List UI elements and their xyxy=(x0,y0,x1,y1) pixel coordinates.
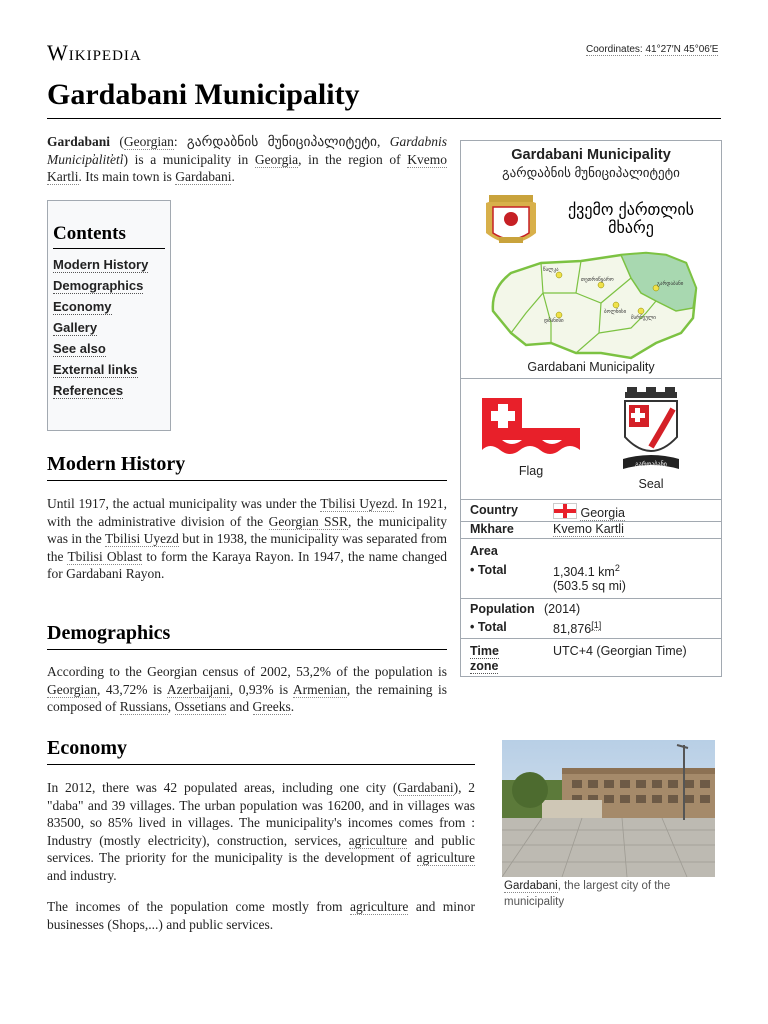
map-banner-line2: მხარე xyxy=(608,218,654,237)
georgian-people-link[interactable]: Georgian xyxy=(47,681,97,697)
population-ref-link[interactable]: [1] xyxy=(591,620,602,630)
intro-text-4: . xyxy=(231,169,235,184)
history-paragraph: Until 1917, the actual municipality was under the Tbilisi Uyezd. In 1921, with the administrative division of the Georgian SSR, the municipality was in the Tbilisi Uyezd but in 1938, the municipality was separated from the Tbilisi Oblast to form the Karaya Rayon. In 1947, the name changed for Gardabani Rayon. xyxy=(47,496,448,581)
gardabani-city-link[interactable]: Gardabani xyxy=(397,780,454,795)
mkhare-label: Mkhare xyxy=(470,522,514,536)
azerbaijani-link[interactable]: Azerbaijani xyxy=(166,681,230,697)
timezone-label: Time zone xyxy=(470,644,499,673)
economy-paragraph-2: The incomes of the population come mostly from agriculture and minor businesses (Shops,...) and public services. xyxy=(47,899,475,932)
infobox-separator xyxy=(461,499,721,500)
georgian-ssr-link[interactable]: Georgian SSR xyxy=(268,513,349,529)
intro-text-3: . Its main town is xyxy=(78,169,172,184)
photo-caption: Gardabani, the largest city of the municipality xyxy=(504,880,671,908)
section-heading-economy: Economy xyxy=(47,737,127,759)
table-of-contents xyxy=(47,200,171,431)
wikipedia-wordmark[interactable]: Wikipedia xyxy=(47,40,142,65)
map-caption: Gardabani Municipality xyxy=(527,360,655,374)
section-divider xyxy=(47,764,475,765)
municipality-seal[interactable] xyxy=(621,387,681,475)
coordinates-label: Coordinates xyxy=(586,44,640,55)
map-place-label: თეთრიწყარო xyxy=(581,277,614,283)
title-divider xyxy=(47,118,721,119)
ossetians-link[interactable]: Ossetians xyxy=(174,699,227,714)
toc-item-see-also[interactable]: See also xyxy=(53,341,106,356)
armenian-link[interactable]: Armenian xyxy=(292,681,347,697)
population-total-label: • Total xyxy=(470,620,507,634)
population-value: 81,876[1] xyxy=(553,620,602,637)
georgian-language-link[interactable]: Georgian xyxy=(123,134,174,149)
region-map[interactable] xyxy=(481,193,703,371)
infobox-title: Gardabani Municipality xyxy=(511,147,671,163)
seal-text: გარდაბანი xyxy=(635,461,667,468)
infobox-separator xyxy=(461,638,721,639)
map-banner-line1: ქვემო ქართლის xyxy=(567,200,695,219)
georgia-flag-icon xyxy=(553,503,577,519)
intro-text-1: is a municipality in xyxy=(134,151,249,167)
tbilisi-uyezd-link-2[interactable]: Tbilisi Uyezd xyxy=(104,531,179,546)
demographics-paragraph: According to the Georgian census of 2002, 53,2% of the population is Georgian, 43,72% is Azerbaijani, 0,93% is Armenian, the remaining is composed of Russians, Ossetians and Greeks. xyxy=(47,664,448,714)
toc-item-references[interactable]: References xyxy=(53,383,124,398)
toc-item-economy[interactable]: Economy xyxy=(53,299,112,314)
agriculture-link-2[interactable]: agriculture xyxy=(416,850,475,865)
mkhare-value[interactable]: Kvemo Kartli xyxy=(553,522,624,536)
seal-caption: Seal xyxy=(638,477,664,491)
page-title: Gardabani Municipality xyxy=(47,78,360,111)
map-place-label: წალკა xyxy=(543,267,559,273)
map-place-label: დმანისი xyxy=(544,318,564,324)
map-place-label: ბოლნისი xyxy=(604,309,627,315)
intro-bold-name: Gardabani xyxy=(47,134,111,149)
greeks-link[interactable]: Greeks xyxy=(252,699,291,714)
toc-item-gallery[interactable]: Gallery xyxy=(53,320,98,335)
timezone-value: UTC+4 (Georgian Time) xyxy=(553,644,687,658)
municipality-flag[interactable] xyxy=(482,398,580,462)
photo-caption-link[interactable]: Gardabani xyxy=(504,880,558,892)
population-year: (2014) xyxy=(544,602,581,616)
tbilisi-oblast-link[interactable]: Tbilisi Oblast xyxy=(67,548,143,564)
section-heading-modern-history: Modern History xyxy=(47,453,186,475)
flag-caption: Flag xyxy=(518,464,544,478)
coordinates: Coordinates: 41°27′N 45°06′E xyxy=(586,44,719,55)
infobox xyxy=(460,140,722,677)
kvemo-kartli-link[interactable]: Kvemo Kartli xyxy=(47,151,448,184)
population-label: Population xyxy=(470,602,535,616)
country-label: Country xyxy=(470,503,518,517)
toc-item-modern-history[interactable]: Modern History xyxy=(53,257,149,272)
economy-paragraph-1: In 2012, there was 42 populated areas, including one city (Gardabani), 2 "daba" and 39 villages. The urban population was 16200, and in villages was 83500, so 85% lived in villages. The municipality's incomes comes from : Industry (mostly electricity), construction, services, agriculture and public services. The priority for the municipality is the development of agriculture and industry. xyxy=(47,780,476,883)
country-value[interactable]: Georgia xyxy=(553,503,625,520)
toc-item-demographics[interactable]: Demographics xyxy=(53,278,144,293)
transliteration: Gardabnis Municip̕alit̕et̕i xyxy=(47,134,447,167)
section-heading-demographics: Demographics xyxy=(47,622,171,644)
russians-link[interactable]: Russians xyxy=(119,699,168,714)
intro-text-2: , in the region of xyxy=(298,151,401,167)
infobox-title-georgian: გარდაბნის მუნიციპალიტეტი xyxy=(502,165,680,180)
toc-title: Contents xyxy=(53,223,165,249)
map-place-label: მარნეული xyxy=(631,315,656,321)
gardabani-town-link[interactable]: Gardabani xyxy=(175,169,232,184)
infobox-separator xyxy=(461,598,721,599)
infobox-separator xyxy=(461,378,721,379)
intro-paragraph: Gardabani (Georgian: გარდაბნის მუნიციპალიტეტი, Gardabnis Municip̕alit̕et̕i) is a municipality in Georgia, in the region of Kvemo Kartli. Its main town is Gardabani. xyxy=(47,134,448,184)
section-divider xyxy=(47,649,447,650)
tbilisi-uyezd-link[interactable]: Tbilisi Uyezd xyxy=(320,496,395,511)
area-value: 1,304.1 $km^2$ (503.5 sq mi) xyxy=(553,563,626,594)
agriculture-link-3[interactable]: agriculture xyxy=(349,899,409,914)
gardabani-photo[interactable] xyxy=(502,740,715,877)
coordinates-value[interactable]: 41°27′N 45°06′E xyxy=(645,44,719,55)
section-divider xyxy=(47,480,447,481)
map-place-label: გარდაბანი xyxy=(657,281,684,287)
agriculture-link[interactable]: agriculture xyxy=(348,832,408,848)
toc-item-external-links[interactable]: External links xyxy=(53,362,138,377)
coat-of-arms-icon xyxy=(486,195,536,243)
area-label: Area xyxy=(470,544,498,558)
area-total-label: • Total xyxy=(470,563,507,577)
infobox-separator xyxy=(461,538,721,539)
georgian-name: გარდაბნის მუნიციპალიტეტი, xyxy=(186,134,381,149)
georgia-link[interactable]: Georgia xyxy=(254,151,299,167)
